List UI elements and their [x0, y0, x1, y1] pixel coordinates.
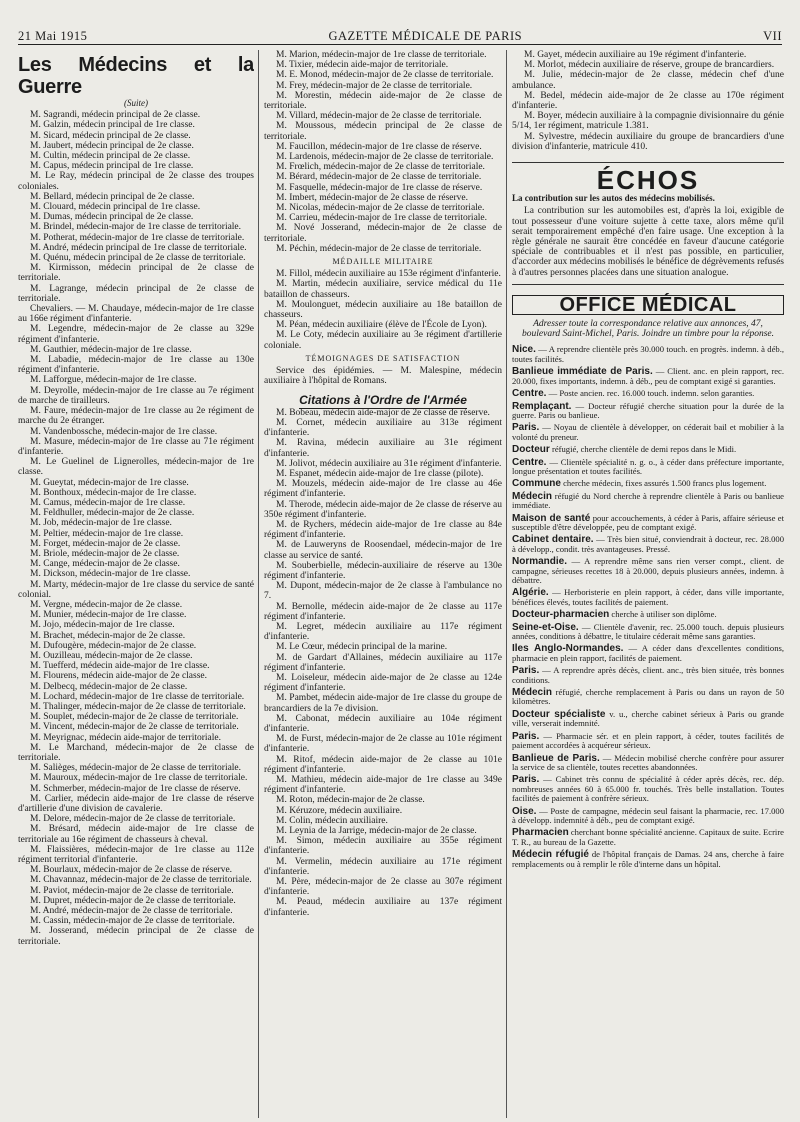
article-subtitle: (Suite)	[124, 98, 148, 108]
ad-text: cherche à utiliser son diplôme.	[611, 609, 717, 620]
honor-entry: M. Deyrolle, médecin-major de 1re classe au 7e régiment de marche de tirailleurs.	[18, 385, 254, 406]
classified-ad	[512, 458, 784, 477]
honor-entry: M. Schmerber, médecin-major de 1re classe de réserve.	[30, 783, 241, 794]
column-2	[264, 50, 502, 1118]
ad-text: réfugié, cherche clientèle de demi repos dans le Midi.	[551, 444, 737, 455]
honor-entry: M. Lardenois, médecin-major de 2e classe de territoriale.	[276, 152, 494, 163]
honor-entry: M. Legendre, médecin-major de 2e classe au 329e régiment d'infanterie.	[18, 324, 254, 345]
honor-entry: M. Le Guelinel de Lignerolles, médecin-major de 1re classe.	[18, 457, 254, 478]
honor-entry: M. Labadie, médecin-major de 1re classe au 130e régiment d'infanterie.	[18, 355, 254, 376]
medaille-list	[264, 269, 502, 351]
classified-ad	[512, 807, 784, 826]
classified-ad	[512, 754, 784, 773]
medaille-heading: MÉDAILLE MILITAIRE	[332, 257, 434, 267]
classified-ad	[512, 445, 784, 454]
honor-entry: M. Bonthoux, médecin-major de 1re classe.	[30, 487, 197, 498]
classified-ad	[512, 535, 784, 554]
office-title: OFFICE MÉDICAL	[512, 295, 784, 315]
classified-ad	[512, 588, 784, 607]
citation-entry: M. Ritof, médecin aide-major de 2e classe au 101e régiment d'infanterie.	[264, 754, 502, 775]
classified-ad	[512, 828, 784, 847]
honor-entry: M. Job, médecin-major de 1re classe.	[30, 518, 172, 529]
citation-entry: M. Bedel, médecin aide-major de 2e classe au 170e régiment d'infanterie.	[512, 90, 784, 112]
citation-entry: M. Simon, médecin auxiliaire au 355e régiment d'infanterie.	[264, 836, 502, 857]
honor-entry: M. Cassin, médecin-major de 2e classe de territoriale.	[30, 916, 235, 927]
honor-entry: M. Bourlaux, médecin-major de 2e classe de réserve.	[30, 865, 233, 876]
honor-entry: M. Imbert, médecin-major de 2e classe de réserve.	[276, 192, 469, 203]
temoignages-heading: TÉMOIGNAGES DE SATISFACTION	[305, 353, 461, 363]
citation-entry: M. Pambet, médecin aide-major de 1re classe du groupe de brancardiers de la 7e division.	[264, 693, 502, 714]
honor-entry: M. Thalinger, médecin-major de 2e classe de territoriale.	[30, 701, 246, 712]
classified-ad	[512, 402, 784, 421]
honor-entry: M. Jojo, médecin-major de 1re classe.	[30, 620, 175, 631]
honor-entry: M. Lochard, médecin-major de 1re classe de territoriale.	[30, 691, 245, 702]
honor-entry: M. Carlier, médecin aide-major de 1re classe de réserve d'artillerie d'une division de cavalerie.	[18, 793, 254, 815]
honor-entry: M. Forget, médecin-major de 2e classe.	[30, 538, 181, 549]
citation-entry: M. Therode, médecin aide-major de 2e classe de réserve au 350e régiment d'infanterie.	[264, 499, 502, 520]
ad-heading: Paris.	[512, 422, 540, 434]
honor-entry: M. Delore, médecin-major de 2e classe de territoriale.	[30, 814, 236, 825]
ad-text: cherchant bonne spécialité ancienne. Capitaux de suite. Ecrire T. R., au bureau de la Gazette.	[512, 827, 784, 847]
honor-entry: M. Dupret, médecin-major de 2e classe de territoriale.	[30, 895, 236, 906]
honor-entry: M. Gauthier, médecin-major de 1re classe.	[30, 344, 192, 355]
honor-entry: M. Feldhuller, médecin-major de 2e classe.	[30, 508, 195, 519]
honor-entry: M. Tixier, médecin aide-major de territoriale.	[276, 60, 449, 71]
honor-entry: M. Lagrange, médecin principal de 2e classe de territoriale.	[18, 283, 254, 304]
honor-entry: M. Carrieu, médecin-major de 1re classe de territoriale.	[276, 213, 488, 224]
classified-ad	[512, 389, 784, 398]
honor-entry: M. Kirmisson, médecin principal de 2e classe de territoriale.	[18, 263, 254, 284]
honor-entry: M. Dumas, médecin principal de 2e classe.	[30, 212, 194, 223]
honor-entry: M. Vergne, médecin-major de 2e classe.	[30, 599, 183, 610]
classified-ad	[512, 345, 784, 364]
honor-entry: M. Frœlich, médecin-major de 2e classe de territoriale.	[276, 162, 485, 173]
honor-entry: M. Cultin, médecin principal de 2e classe.	[30, 151, 191, 162]
ad-heading: Seine-et-Oise.	[512, 621, 579, 633]
medaille-entry: M. Fillol, médecin auxiliaire au 153e régiment d'infanterie.	[276, 269, 501, 280]
honor-entry: M. Morestin, médecin aide-major de 2e classe de territoriale.	[264, 90, 502, 112]
ad-text: v. u., cherche cabinet sérieux à Paris ou grande ville, verserait indemnité.	[512, 708, 784, 729]
honor-entry: M. Delbecq, médecin-major de 2e classe.	[30, 681, 188, 692]
honor-entry: M. Dickson, médecin-major de 1re classe.	[30, 569, 191, 580]
citation-entry: M. Souberbielle, médecin-auxiliaire de réserve au 130e régiment d'infanterie.	[264, 560, 502, 581]
ad-text: — Noyau de clientèle à développer, on céderait bail et mobilier à la volonté du preneur.	[512, 422, 784, 442]
honor-entry: Chevaliers. — M. Chaudaye, médecin-major de 1re classe au 166e régiment d'infanterie.	[18, 304, 254, 325]
ad-heading: Paris.	[512, 665, 540, 677]
honor-entry: M. André, médecin-major de 2e classe de territoriale.	[30, 906, 233, 917]
ad-heading: Paris.	[512, 730, 540, 742]
honor-entry: M. Chavannaz, médecin-major de 2e classe de territoriale.	[30, 875, 252, 886]
ad-text: — Client. anc. en plein rapport, rec. 20.000, fixes importants, indemn. à déb., peu de comptant exigé si garanties.	[512, 366, 784, 386]
citation-entry: M. Bobeau, médecin aide-major de 2e classe de réserve.	[276, 407, 490, 418]
classified-ad	[512, 732, 784, 751]
citation-entry: M. Espanet, médecin aide-major de 1re classe (pilote).	[276, 468, 484, 479]
ad-text: — A reprendre après décès, client. anc., très bien située, très bonnes conditions.	[512, 665, 784, 685]
honor-entry: M. Ouzilleau, médecin-major de 2e classe.	[30, 650, 193, 661]
honor-entry: M. Brésard, médecin aide-major de 1re classe de territoriale au 16e régiment de chasseurs à cheval.	[18, 824, 254, 845]
honor-entry: M. E. Monod, médecin-major de 2e classe de territoriale.	[276, 70, 494, 81]
honor-entry: M. Marty, médecin-major de 1re classe du service de santé colonial.	[18, 579, 254, 600]
classified-ad	[512, 557, 784, 585]
citation-entry: M. de Lauweryns de Roosendael, médecin-major de 1re classe au service de santé.	[264, 540, 502, 561]
honor-entry: M. André, médecin principal de 1re classe de territoriale.	[30, 242, 247, 253]
honor-entry: M. Marion, médecin-major de 1re classe de territoriale.	[276, 50, 487, 60]
classified-ad	[512, 775, 784, 803]
ad-heading: Docteur	[512, 444, 550, 456]
ad-text: — Clientèle spécialité n. g. o., à céder dans préfecture importante, longue présentation et toutes facilités.	[512, 456, 784, 476]
ad-text: — A reprendre clientèle près 30.000 touch. en progrès. indemn. à déb., toutes facilités.	[512, 344, 784, 364]
ad-text: — Poste ancien. rec. 16.000 touch. indemn. selon garanties.	[548, 388, 755, 399]
citation-entry: M. Le Cœur, médecin principal de la marine.	[276, 642, 448, 653]
honor-entry: M. Galzin, médecin principal de 1re classe.	[30, 120, 195, 131]
ad-heading: Oise.	[512, 805, 537, 817]
classified-ad	[512, 610, 784, 619]
ad-heading: Normandie.	[512, 556, 568, 568]
classified-ad	[512, 666, 784, 685]
honor-entry: M. Josserand, médecin principal de 2e classe de territoriale.	[18, 926, 254, 947]
ad-text: — Pharmacie sér. et en plein rapport, à céder, toutes facilités de paiement accordées à acquéreur sérieux.	[512, 730, 784, 751]
column-divider	[258, 50, 259, 1118]
citation-entry: M. de Furst, médecin-major de 2e classe au 101e régiment d'infanterie.	[264, 734, 502, 755]
honor-entry: M. Nové Josserand, médecin-major de 2e classe de territoriale.	[264, 223, 502, 244]
classified-ad	[512, 850, 784, 869]
ad-heading: Médecin	[512, 490, 553, 502]
ad-text: — Cabinet très connu de spécialité à céder après décès, rec. dép. nombreuses années 60 à 65.000 fr. touchés. Très belle installation. Toutes facilités de paiement à confrère sérieux.	[512, 774, 784, 804]
honor-entry: M. Péchin, médecin-major de 2e classe de territoriale.	[276, 243, 482, 254]
publication-title: GAZETTE MÉDICALE DE PARIS	[328, 29, 523, 43]
echos-section	[512, 162, 784, 285]
honor-entry: M. Peltier, médecin-major de 1re classe.	[30, 528, 184, 539]
citations-list-continued	[512, 50, 784, 152]
citation-entry: M. Boyer, médecin auxiliaire à la compagnie divisionnaire du génie 5/14, 1er régiment, matricule 1.381.	[512, 111, 784, 132]
honor-entry: M. Meyrignac, médecin aide-major de territoriale.	[30, 732, 221, 743]
medaille-entry: M. Martin, médecin auxiliaire, service médical du 11e bataillon de chasseurs.	[264, 279, 502, 300]
honor-entry: M. Moussous, médecin principal de 2e classe de territoriale.	[264, 121, 502, 142]
ad-heading: Centre.	[512, 456, 547, 468]
temoignage-entry: Service des épidémies. — M. Malespine, médecin auxiliaire à l'hôpital de Romans.	[264, 366, 502, 387]
ad-text: — Docteur réfugié cherche situation pour la durée de la guerre. Paris ou banlieue.	[512, 400, 784, 420]
echos-text: La contribution sur les automobiles est, d'après la loi, exigible de tout possesseur d'une voiture sujette à cette taxe, alors même qu'il serait temporairement empêché d'en faire usage. Une exception à la règle générale ne saurait être concédée en faveur d'aucune catégorie spéciale de contribuables et il n'est pas possible, en particulier, d'accorder aux médecins mobilisés le bénéfice de dégrèvements refusés à d'autres personnes placées dans une situation analogue.	[512, 206, 784, 278]
page-number: VII	[763, 29, 782, 43]
ad-text: — A reprendre même sans rien verser compt., client. de campagne, sérieuses recettes 18 à 20.000, depuis plusieurs années, indemn. à débattre.	[512, 556, 784, 585]
honor-entry: M. Souplet, médecin-major de 2e classe de territoriale.	[30, 712, 239, 723]
classified-ad	[512, 623, 784, 642]
citation-entry: M. de Rychers, médecin aide-major de 1re classe au 84e régiment d'infanterie.	[264, 519, 502, 541]
classified-ad	[512, 423, 784, 442]
citation-entry: M. de Gardart d'Allaines, médecin auxiliaire au 117e régiment d'infanterie.	[264, 652, 502, 673]
honor-entry: M. Faucillon, médecin-major de 1re classe de réserve.	[276, 141, 482, 152]
column-1	[18, 50, 254, 1118]
citation-entry: M. Mathieu, médecin aide-major de 1re classe au 349e régiment d'infanterie.	[264, 775, 502, 796]
classified-ad	[512, 479, 784, 488]
honor-entry: M. Capus, médecin principal de 1re classe.	[30, 161, 194, 172]
ad-heading: Commune	[512, 478, 561, 490]
citation-entry: M. Leynia de la Jarrige, médecin-major de 2e classe.	[276, 826, 477, 837]
honors-list-continued	[264, 50, 502, 254]
classified-ad	[512, 710, 784, 729]
classified-ads	[512, 345, 784, 869]
honor-entry: M. Vincent, médecin-major de 2e classe de territoriale.	[30, 722, 239, 733]
honor-entry: M. Flourens, médecin aide-major de 2e classe.	[30, 671, 208, 682]
classified-ad	[512, 688, 784, 707]
honor-entry: M. Potherat, médecin-major de 1re classe de territoriale.	[30, 232, 245, 243]
citation-entry: M. Julie, médecin-major de 2e classe, médecin chef d'une ambulance.	[512, 70, 784, 91]
citation-entry: M. Legret, médecin auxiliaire au 117e régiment d'infanterie.	[264, 621, 502, 643]
classified-ad	[512, 644, 784, 663]
classified-ad	[512, 367, 784, 386]
ad-heading: Maison de santé	[512, 512, 591, 524]
honor-entry: M. Jaubert, médecin principal de 2e classe.	[30, 140, 194, 151]
ad-text: — Médecin mobilisé cherche confrère pour assurer la service de sa clientèle, toutes recettes abandonnées.	[512, 752, 784, 772]
citation-entry: M. Loiseleur, médecin aide-major de 2e classe au 124e régiment d'infanterie.	[264, 672, 502, 694]
header-rule	[18, 44, 782, 45]
ad-heading: Médecin	[512, 687, 553, 699]
medaille-entry: M. Moulonguet, médecin auxiliaire au 18e bataillon de chasseurs.	[264, 299, 502, 321]
citation-entry: M. Jolivot, médecin auxiliaire au 31e régiment d'infanterie.	[276, 458, 502, 469]
honor-entry: M. Quénu, médecin principal de 2e classe de territoriale.	[30, 253, 246, 264]
citation-entry: M. Morlot, médecin auxiliaire de réserve, groupe de brancardiers.	[524, 60, 775, 71]
honor-entry: M. Vandenbossche, médecin-major de 1re classe.	[30, 426, 218, 437]
citation-entry: M. Mouzels, médecin aide-major de 1re classe au 46e régiment d'infanterie.	[264, 479, 502, 500]
ad-heading: Docteur spécialiste	[512, 708, 606, 720]
citations-heading	[264, 392, 502, 407]
honor-entry: M. Paviot, médecin-major de 2e classe de territoriale.	[30, 885, 234, 896]
honor-entry: M. Camus, médecin-major de 1re classe.	[30, 497, 186, 508]
classified-ad	[512, 492, 784, 511]
honor-entry: M. Masure, médecin-major de 1re classe au 71e régiment d'infanterie.	[18, 436, 254, 457]
ad-heading: Cabinet dentaire.	[512, 534, 594, 546]
honor-entry: M. Nicolas, médecin-major de 2e classe de territoriale.	[276, 203, 485, 214]
ad-text: pour accouchements, à céder à Paris, affaire sérieuse et susceptible d'être développée, peu de comptant exigé.	[512, 512, 784, 532]
column-3	[512, 50, 784, 1118]
column-divider	[506, 50, 507, 1118]
honor-entry: M. Munier, médecin-major de 1re classe.	[30, 610, 187, 621]
classified-ad	[512, 514, 784, 533]
citations-list	[264, 408, 502, 918]
honor-entry: M. Bellard, médecin principal de 2e classe.	[30, 191, 195, 202]
citation-entry: M. Ravina, médecin auxiliaire au 31e régiment d'infanterie.	[264, 438, 502, 459]
ad-text: de l'hôpital français de Damas. 24 ans, cherche à faire remplacements ou à remplir le rôle d'interne dans un hôpital.	[512, 849, 784, 869]
ad-heading: Pharmacien	[512, 827, 569, 839]
honor-entry: M. Bérard, médecin-major de 2e classe de territoriale.	[276, 172, 482, 183]
honor-entry: M. Le Ray, médecin principal de 2e classe des troupes coloniales.	[18, 171, 254, 192]
ad-heading: Banlieue immédiate de Paris.	[512, 366, 653, 378]
ad-heading: Paris.	[512, 774, 540, 786]
honor-entry: M. Dufougère, médecin-major de 2e classe.	[30, 640, 197, 651]
citation-entry: M. Bernolle, médecin aide-major de 2e classe au 117e régiment d'infanterie.	[264, 601, 502, 622]
honor-entry: M. Lafforgue, médecin-major de 1re classe.	[30, 375, 197, 386]
citation-entry: M. Dupont, médecin-major de 2e classe à l'ambulance no 7.	[264, 581, 502, 602]
honor-entry: M. Clouard, médecin principal de 1re classe.	[30, 202, 201, 213]
ad-heading: Nice.	[512, 344, 536, 356]
ad-heading: Remplaçant.	[512, 400, 572, 412]
honor-entry: M. Faure, médecin-major de 1re classe au 2e régiment de marche du 2e étranger.	[18, 406, 254, 427]
issue-date: 21 Mai 1915	[18, 29, 88, 43]
ad-text: — Poste de campagne, médecin seul faisant la pharmacie, rec. 17.000 à développ. indemnité à déb., peu de comptant exigé.	[512, 805, 784, 825]
medaille-entry: M. Le Coty, médecin auxiliaire au 3e régiment d'artillerie coloniale.	[264, 330, 502, 351]
citation-entry: M. Père, médecin-major de 2e classe au 307e régiment d'infanterie.	[264, 877, 502, 898]
page-header	[18, 24, 782, 44]
honor-entry: M. Mauroux, médecin-major de 1re classe de territoriale.	[30, 773, 248, 784]
honors-list	[18, 110, 254, 947]
honor-entry: M. Flaissières, médecin-major de 1re classe au 112e régiment territorial d'infanterie.	[18, 844, 254, 866]
citation-entry: M. Colin, médecin auxiliaire.	[276, 815, 388, 826]
citation-entry: M. Sylvestre, médecin auxiliaire du groupe de brancardiers d'une division d'infanterie, matricule 410.	[512, 131, 784, 152]
honor-entry: M. Sicard, médecin principal de 2e classe.	[30, 130, 191, 141]
ad-heading: Médecin réfugié	[512, 849, 589, 861]
article-title: Les Médecins et la Guerre	[18, 54, 254, 98]
ad-text: — A céder dans d'excellentes conditions, pharmacie en plein rapport, facilités de paiement.	[512, 643, 784, 663]
ad-text: — Herboristerie en plein rapport, à céder, dans ville importante, bénéfices élevés, toutes facilités de paiement.	[512, 587, 784, 607]
honor-entry: M. Fasquelle, médecin-major de 1re classe de réserve.	[276, 182, 483, 193]
ad-heading: Docteur-pharmacien	[512, 609, 610, 621]
ad-text: — Très bien situé, conviendrait à docteur, rec. 28.000 à développ., condit. très avantageuses. Pressé.	[512, 534, 784, 554]
office-intro: Adresser toute la correspondance relative aux annonces, 47, boulevard Saint-Michel, Paris. Joindre un timbre pour la réponse.	[522, 319, 774, 340]
medaille-entry: M. Péan, médecin auxiliaire (élève de l'École de Lyon).	[276, 320, 487, 331]
temoignages-list	[264, 366, 502, 386]
ad-text: réfugié, cherche remplacement à Paris ou dans un rayon de 50 kilomètres.	[512, 687, 784, 707]
echos-subtitle: La contribution sur les autos des médecins mobilisés.	[512, 193, 715, 204]
honor-entry: M. Le Marchand, médecin-major de 2e classe de territoriale.	[18, 742, 254, 763]
citation-entry: M. Peaud, médecin auxiliaire au 137e régiment d'infanterie.	[264, 897, 502, 918]
ad-text: cherche médecin, fixes assurés 1.500 francs plus logement.	[563, 478, 767, 489]
citation-entry: M. Vermelin, médecin auxiliaire au 171e régiment d'infanterie.	[264, 856, 502, 877]
honor-entry: M. Frey, médecin-major de 2e classe de territoriale.	[276, 80, 473, 91]
honor-entry: M. Brachet, médecin-major de 2e classe.	[30, 630, 186, 641]
honor-entry: M. Salièges, médecin-major de 2e classe de territoriale.	[30, 763, 242, 774]
citation-entry: M. Cabonat, médecin auxiliaire au 104e régiment d'infanterie.	[264, 713, 502, 734]
honor-entry: M. Tuefferd, médecin aide-major de 1re classe.	[30, 661, 210, 672]
ad-heading: Banlieue de Paris.	[512, 752, 600, 764]
ad-heading: Centre.	[512, 388, 547, 400]
honor-entry: M. Briole, médecin-major de 2e classe.	[30, 548, 180, 559]
citation-entry: M. Cornet, médecin auxiliaire au 313e régiment d'infanterie.	[264, 417, 502, 439]
ad-text: réfugié du Nord cherche à reprendre clientèle à Paris ou banlieue immédiate.	[512, 490, 784, 511]
honor-entry: M. Sagrandi, médecin principal de 2e classe.	[30, 110, 201, 121]
honor-entry: M. Gueytat, médecin-major de 1re classe.	[30, 477, 189, 488]
citations-heading-text: Citations à l'Ordre de l'Armée	[299, 392, 467, 407]
citation-entry: M. Roton, médecin-major de 2e classe.	[276, 795, 425, 806]
ad-text: — Clientèle d'avenir, rec. 25.000 touch. depuis plusieurs années, conditions à débattre, le titulaire céderait même sans garanties.	[512, 621, 784, 642]
ad-heading: Algérie.	[512, 587, 549, 599]
honor-entry: M. Cange, médecin-major de 2e classe.	[30, 559, 180, 570]
ad-heading: Iles Anglo-Normandes.	[512, 643, 624, 655]
echos-title: ÉCHOS	[596, 165, 700, 196]
citation-entry: M. Gayet, médecin auxiliaire au 19e régiment d'infanterie.	[524, 50, 747, 60]
honor-entry: M. Villard, médecin-major de 2e classe de territoriale.	[276, 111, 482, 122]
honor-entry: M. Brindel, médecin-major de 1re classe de territoriale.	[30, 222, 242, 233]
citation-entry: M. Kéruzore, médecin auxiliaire.	[276, 805, 403, 816]
